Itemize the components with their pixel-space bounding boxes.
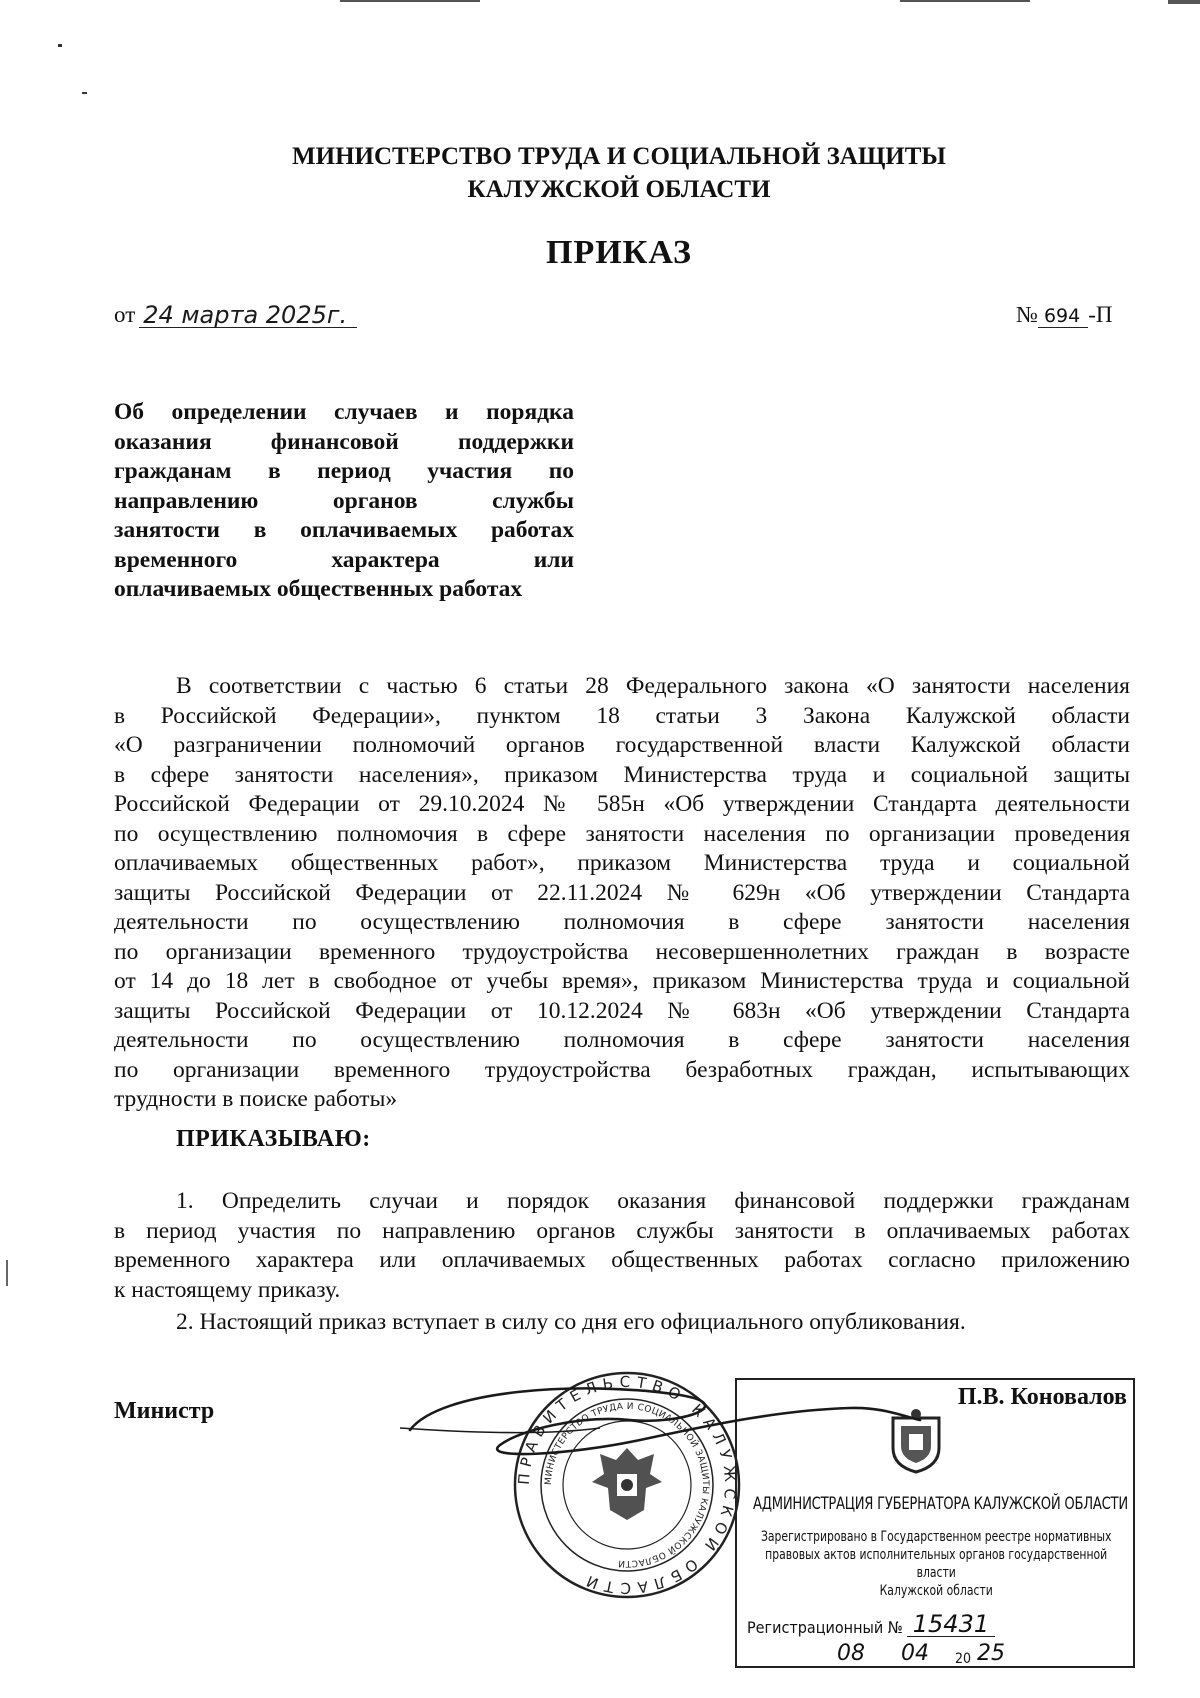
- registration-authority: АДМИНИСТРАЦИЯ ГУБЕРНАТОРА КАЛУЖСКОЙ ОБЛАСТИ: [753, 1494, 1128, 1514]
- registration-number: 15431: [907, 1612, 995, 1637]
- signatory-position: Министр: [114, 1398, 215, 1424]
- item-line: к настоящему приказу.: [114, 1276, 341, 1303]
- ministry-header: [0, 140, 1200, 206]
- seal-outer-text: ПРАВИТЕЛЬСТВО КАЛУЖСКОЙ ОБЛАСТИ: [514, 1372, 740, 1598]
- preamble-line: деятельности по осуществлению полномочия в сфере занятости населения: [114, 1027, 1130, 1053]
- preamble-line: В соответствии с частью 6 статьи 28 Федерального закона «О занятости населения: [176, 673, 1130, 699]
- number-handwritten: 694: [1038, 305, 1088, 328]
- preamble-line: «О разграничении полномочий органов государственной власти Калужской области: [114, 732, 1130, 758]
- scan-speck: [6, 1260, 8, 1286]
- registration-text-line: Калужской области: [879, 1583, 993, 1599]
- preamble-line: по организации временного трудоустройства безработных граждан, испытывающих: [114, 1056, 1130, 1083]
- registration-number-row: [747, 1612, 995, 1637]
- item-line: временного характера или оплачиваемых общественных работах согласно приложению: [114, 1247, 1130, 1273]
- registration-number-label: Регистрационный №: [747, 1618, 903, 1637]
- seal-inner-text: МИНИСТЕРСТВО ТРУДА И СОЦИАЛЬНОЙ ЗАЩИТЫ КАЛУЖСКОЙ ОБЛАСТИ: [543, 1401, 711, 1569]
- registration-month: 04: [895, 1642, 935, 1667]
- subject-line: гражданам в период участия по: [114, 458, 574, 484]
- subject-line: направлению органов службы: [114, 487, 574, 514]
- subject-line: занятости в оплачиваемых работах: [114, 517, 574, 543]
- order-number: [1016, 302, 1113, 328]
- scan-artifact: [1168, 0, 1200, 4]
- preamble-line: деятельности по осуществлению полномочия в сфере занятости населения: [114, 909, 1130, 935]
- ministry-name-line1: МИНИСТЕРСТВО ТРУДА И СОЦИАЛЬНОЙ ЗАЩИТЫ: [292, 143, 946, 170]
- number-prefix: №: [1016, 302, 1038, 327]
- registration-year-prefix: 20: [955, 1651, 972, 1667]
- item-line: 1. Определить случаи и порядок оказания финансовой поддержки гражданам: [176, 1188, 1130, 1214]
- subject-line: оплачиваемых общественных работах: [114, 576, 523, 602]
- order-word: ПРИКАЗЫВАЮ:: [176, 1126, 371, 1152]
- order-subject: [114, 398, 574, 605]
- registration-text-line: правовых актов исполнительных органов государственной власти: [765, 1547, 1108, 1581]
- registration-day: 08: [831, 1642, 871, 1667]
- registration-date-row: [827, 1642, 1011, 1667]
- preamble-line: в Российской Федерации», пунктом 18 статьи 3 Закона Калужской области: [114, 702, 1130, 729]
- scan-speck: [82, 92, 87, 94]
- scan-artifact: [900, 0, 1030, 2]
- preamble-line: трудности в поиске работы»: [114, 1086, 398, 1112]
- preamble: [114, 672, 1130, 1115]
- preamble-line: в сфере занятости населения», приказом Министерства труда и социальной защиты: [114, 761, 1130, 788]
- scan-artifact: [340, 0, 480, 2]
- preamble-line: защиты Российской Федерации от 22.11.2024 № 629н «Об утверждении Стандарта: [114, 879, 1130, 906]
- preamble-line: оплачиваемых общественных работ», приказом Министерства труда и социальной: [114, 850, 1130, 876]
- scan-speck: [58, 44, 62, 47]
- registration-text: [747, 1528, 1125, 1600]
- registration-year-suffix: 25: [971, 1642, 1011, 1667]
- subject-line: временного характера или: [114, 546, 574, 573]
- subject-line: Об определении случаев и порядка: [114, 399, 574, 425]
- subject-line: оказания финансовой поддержки: [114, 428, 574, 455]
- registration-text-line: Зарегистрировано в Государственном реестре нормативных: [760, 1529, 1112, 1545]
- item-line: в период участия по направлению органов службы занятости в оплачиваемых работах: [114, 1217, 1130, 1244]
- preamble-line: защиты Российской Федерации от 10.12.2024 № 683н «Об утверждении Стандарта: [114, 997, 1130, 1024]
- preamble-line: Российской Федерации от 29.10.2024 № 585н «Об утверждении Стандарта деятельности: [114, 791, 1130, 817]
- number-suffix: -П: [1088, 302, 1113, 327]
- date-handwritten: 24 марта 2025г.: [139, 303, 357, 328]
- order-item-1: [114, 1187, 1130, 1305]
- preamble-line: от 14 до 18 лет в свободное от учебы время», приказом Министерства труда и социальной: [114, 968, 1130, 994]
- ministry-name-line2: КАЛУЖСКОЙ ОБЛАСТИ: [467, 176, 771, 203]
- document-type: ПРИКАЗ: [546, 234, 692, 271]
- order-item-2: 2. Настоящий приказ вступает в силу со дня его официального опубликования.: [176, 1309, 966, 1335]
- order-date: [114, 302, 357, 328]
- preamble-line: по осуществлению полномочия в сфере занятости населения по организации проведения: [114, 820, 1130, 847]
- handwritten-signature: [380, 1370, 940, 1490]
- signature-block: [400, 1370, 1200, 1690]
- preamble-line: по организации временного трудоустройства несовершеннолетних граждан в возрасте: [114, 938, 1130, 965]
- signatory-name: П.В. Коновалов: [954, 1384, 1127, 1411]
- date-prefix: от: [114, 302, 136, 327]
